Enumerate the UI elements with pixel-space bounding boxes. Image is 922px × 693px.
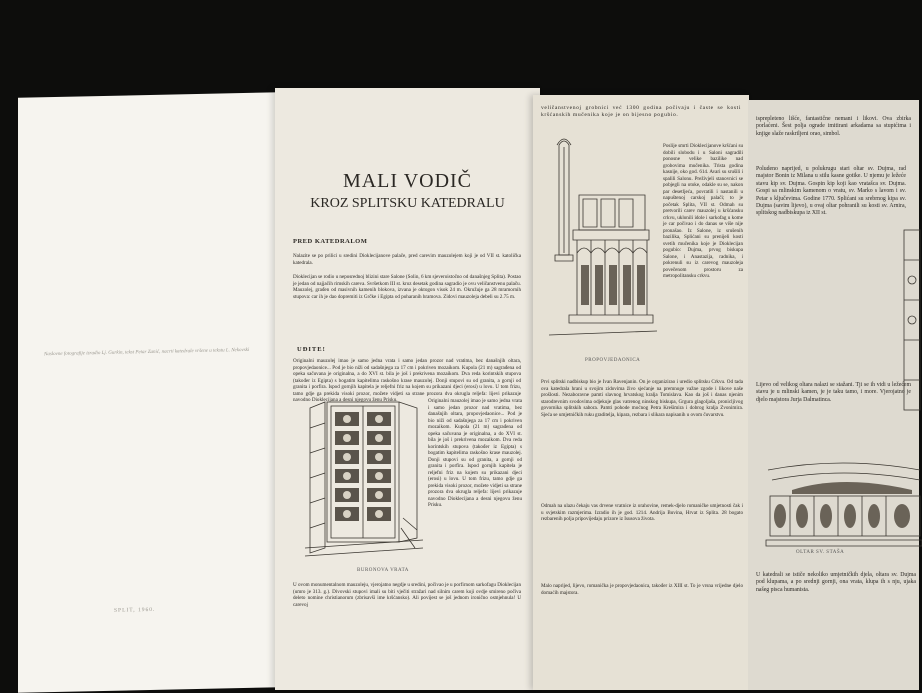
stas-altar-caption: OLTAR SV. STAŠA (796, 550, 845, 555)
tomb-intro-text: veličanstvenoj grobnici već 1300 godina počivaju i časte se kosti kršćanskih mučenika koje je on bijesno pogubio. (541, 105, 741, 119)
leaflet-panel-history (533, 95, 749, 690)
door-caption: BURONOVA VRATA (357, 568, 409, 573)
stas-altar-text: Lijevo od velikog oltara nalazi se stažani. Tji se ih vidi u ležećem stavu je u mlinski kamen, je je taku tamo, i more. Vjerojatno je djelo majstora Jurja Dalmatinca. (756, 382, 911, 403)
leaflet-panel-title (275, 88, 540, 690)
stas-altar-illustration (762, 460, 922, 550)
altar-text: Poludeno naprijed, u polukrugu stari oltar sv. Dujma, rad majstor Bonin iz Milana u stilu kasne gotike. U njemu je ležeće stavu kip sv. Dujma. Gospin kip koji kao vratašca sv. Dujma. Gospi sa mlinskim kamenom o vratu, sv. Marko s lavom i sv. Petar s ključevima. Godine 1770. Splićani su srebrnog kipa sv. Dujma (savim lijevo), u ovaj oltar pohranili su kosti sv. Arnira, splitskog nadbiskupa iz XII st. (756, 166, 906, 217)
sarcophagus-paragraph: U ovom monumentalnom mauzoleju, vjerojatno negdje u sredini, počivao je u porfirnom sarkofagu Dioklecijan (umro je 313. g.). Divovski stupovi imali su biti vječiti stražari nad silnim carem koji ovdje smireno počiva deleto nomine christianorum (zbrisavši ime kršćansko). Ali povijest se još jednom ironično osmjehnula! U carevoj (293, 582, 521, 608)
history-column-text: Poslije smrti Dioklecijanove kršćani su dobili slobodu i u Saloni sagradili ponosne velike bazilike nad grobovima mučenika. Trista godina kasnije, oko god. 614. Avari su srušili i spalili Salonu. Preživjeli stanovnici se pobjegli na otoke, odakle su se, nakon par desetljeća, povratili i nastanili u napuštenoj carskoj palači; to je početak Splita, VII st. Odmah su pretvorili carev mauzolej u kršćansku crkvu, uklonili idole i sarkofag u kome je car počivao i do danas se više nije pronašao. Iz Salone, iz srušenih bazilika, Splićani su prenijeli kosti svetih mučenika koje je Dioklecijan pogubio: Dujma, prvog biskupa Salone, i Anastazija, radnika, i pokrenuli su iz carevog mauzoleja povečenom prostoru za metropolitansku crkvu. (663, 143, 743, 280)
page-subtitle: KROZ SPLITSKU KATEDRALU (310, 196, 505, 211)
pulpit-caption: PROPOVJEDAONICA (585, 358, 641, 363)
history-paragraph: Dioklecijan se rodio u neposrednoj blizini stare Salone (Solin, 6 km sjeveroistočno od današnjeg Splita). Postao je jedan od najjačih rimskih careva. Svršetkom III st. kroz desetak godina sagradio je ovu veličanstvenu palaču. Mauzolej, građen od masivnih kamenih blokova, izvana je oktogon visok 24 m. Okružuje ga 28 mramornih stupova: car ih je dao dopremiti iz Grčke i Egipta od poharanih hramova. Zidovi mauzoleja debeli su 2.75 m. (293, 274, 521, 300)
page-title: MALI VODIČ (342, 170, 473, 192)
pulpit-illustration (539, 135, 659, 355)
interior-paragraph-top: Originalni mauzolej imao je samo jedna vrata i samo jedan prozor nad vratima, bez današnjih oltara, propovjedaonice... Pod je bio niži od sadašnjega za 17 cm i pokriven mozaikom. Kupola (21 m) sagrađena od opeka sačuvana je originalna, a do XVI st. bila je još i prekrivena mozaikom. Dva reda korintskih stupova (također iz Egipta) s bogatim kapitelima raskošno krase mauzolej. Donji stupovi su od granita, a gornji od granita i porfira. Ispod gornjih kapitela je reljefni friz na kojem su prikazani djeci (erosi) u lovu. U tom frizu, tamo gdje ga prekida visoki prozor, možete vidjeti sa strane prozora dva okrugla reljefa: lijevi prikazuje navodno Dioklecijana a desni njegovu ženu Prisku. (293, 358, 521, 404)
ornament-text: isprepleteno lišće, fantastične nemani i likovi. Ova zbirka porlaćeni. Šest polja ograde imitirani arkadama sa stupićima i knjige slaže raskriljeni orao, simbol. (756, 116, 911, 137)
section-heading-enter: UĐITE! (297, 346, 326, 353)
photo-credit: Naslovne fotografije izradio Lj. Gurkin, tekst Petar Zanić, nacrti katedrale vršene u tekstu L. Nekovski (44, 347, 250, 358)
artworks-text: U katedrali se ističe nekoliko umjetničkih djela, oltara sv. Dujma pod klupama, a po srednji gornji, ona vrata, klupa ih s nju, ujaka našeg pisca humanista. (756, 572, 916, 593)
doors-paragraph: Odmah na ulazu čekaju vas drvene vratnice iz orahovine, remek-djelo romaničke umjetnosti čak i u svjetskim razmjerima. Izradio ih je god. 1214. Andrija Buvina, Hrvat iz Splita. 28 bogato rezbarenih polja pripovijedaju prizore iz Isusova života. (541, 503, 743, 523)
print-footer: SPLIT, 1960. (114, 606, 156, 614)
section-heading-front: PRED KATEDRALOM (293, 238, 368, 245)
archbishop-paragraph: Prvi splitski nadbiskup bio je Ivan Ravenjanin. On je organizirao i uredio splitsku Crkvu. Od tada ova katedrala hrani u svojim zidovima živo sjećanje na premnoge važne zgode i likove naše prošlosti. Nezaboravne pamti slavnog hrvatskog kralja Tomislava. Kao da još i danas njenim starodrevnim svodovima odjekuje glas vatrenog ninskog biskupa, Grgura glagoljaša, pronicljivog govornika splitskih sabora. Pamti pohode moćnog Petra Krešimira i dobrog kralja Zvonimira. Sjeća se umjetničkih ruku graditelja, kipara, rezbara i slikara napisanih u ovom čuvarstvu. (541, 379, 743, 418)
intro-paragraph: Nalazite se po prilici u sredini Dioklecijanove palače, pred carevim mauzolejem koji je od VII st. katolička katedrala. (293, 253, 521, 266)
leaflet-panel-cover-back (18, 92, 280, 692)
cathedral-door-illustration (305, 398, 425, 558)
interior-paragraph-column: Originalni mauzolej imao je samo jedna vrata i samo jedan prozor nad vratima, bez današnjih oltara, propovjedaonice... Pod je bio niži od sadašnjega za 17 cm i pokriven mozaikom. Kupola (21 m) sagrađena od opeka sačuvana je originalna, a do XVI st. bila je još i prekrivena mozaikom. Dva reda korintskih stupova (također iz Egipta) s bogatim kapitelima raskošno krase mauzolej. Donji stupovi su od granita, a gornji od granita i porfira. Ispod gornjih kapitela je reljefni friz na kojem su prikazani djeci (erosi) u lovu. U tom frizu, tamo gdje ga prekida visoki prozor, možete vidjeti sa strane prozora dva okrugla reljefa: lijevi prikazuje navodno Dioklecijana a desni njegovu ženu Prisku. (428, 398, 522, 509)
pulpit-paragraph: Malo naprijed, lijevo, romanička je propovjedaonica, također iz XIII st. To je vrsna vrijedne djelo domaćih majstora. (541, 583, 743, 596)
leaflet-panel-altars (748, 100, 919, 690)
